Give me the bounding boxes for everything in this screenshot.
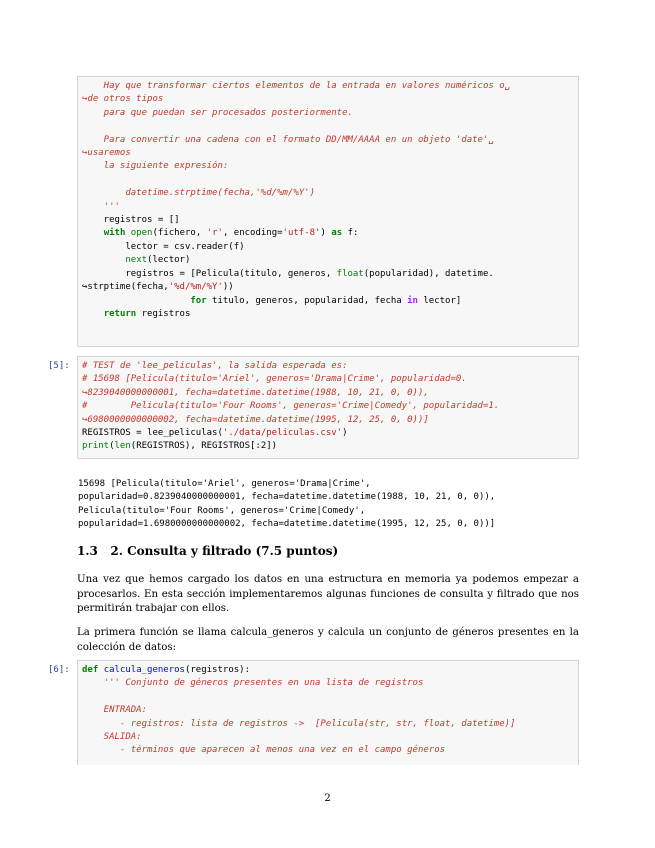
code-cell-test[interactable] bbox=[77, 356, 579, 459]
code-block bbox=[82, 664, 574, 758]
code-line bbox=[82, 80, 574, 93]
code-line bbox=[82, 440, 574, 453]
code-token: 'utf-8' bbox=[282, 228, 321, 239]
code-block bbox=[82, 80, 574, 321]
cell-prompt: [6]: bbox=[48, 665, 70, 675]
code-token: registros = [] bbox=[82, 215, 180, 226]
code-token: ␣ bbox=[488, 134, 494, 145]
code-token: )) bbox=[222, 282, 234, 293]
code-token: para que puedan ser procesados posteriormente. bbox=[82, 107, 353, 118]
output-line: popularidad=0.8239040000000001, fecha=datetime.datetime(1988, 10, 21, 0, 0)), bbox=[78, 492, 496, 503]
code-token: calcula_generos bbox=[103, 665, 185, 675]
cell-output bbox=[78, 478, 495, 532]
output-line: Pelicula(titulo='Four Rooms', generos='Crime|Comedy', bbox=[78, 505, 366, 516]
code-token: # 15698 [Pelicula(titulo='Ariel', generos='Drama|Crime', popularidad=0. bbox=[82, 374, 467, 385]
code-line bbox=[82, 414, 574, 427]
code-token: ( bbox=[109, 441, 115, 452]
code-token: registros = [Pelicula(titulo, generos, bbox=[82, 268, 337, 279]
code-block bbox=[82, 360, 574, 454]
code-token: print bbox=[82, 441, 110, 452]
paragraph: La primera función se llama calcula_generos y calcula un conjunto de géneros presentes en la colección de datos: bbox=[77, 627, 579, 653]
code-token: with bbox=[103, 228, 126, 239]
code-line bbox=[82, 241, 574, 254]
code-token: def bbox=[82, 665, 99, 675]
code-line bbox=[82, 201, 574, 214]
code-token: ''' bbox=[82, 201, 120, 212]
code-token: next bbox=[125, 255, 148, 266]
code-line bbox=[82, 120, 574, 133]
code-token: ↪6980000000000002, fecha=datetime.datetime(1995, 12, 25, 0, 0))] bbox=[82, 414, 429, 425]
code-line bbox=[82, 93, 574, 106]
code-token: 'r' bbox=[206, 228, 223, 239]
code-line bbox=[82, 664, 574, 677]
code-token: # Pelicula(titulo='Four Rooms', generos='Crime|Comedy', popularidad=1. bbox=[82, 401, 500, 412]
code-line bbox=[82, 227, 574, 240]
code-token: ↪8239040000000001, fecha=datetime.datetime(1988, 10, 21, 0, 0)), bbox=[82, 387, 429, 398]
code-token: - registros: lista de registros -> [Pelicula(str, str, float, datetime)] bbox=[82, 718, 516, 729]
code-line bbox=[82, 160, 574, 173]
code-token: for bbox=[190, 295, 207, 306]
code-token: float bbox=[336, 268, 364, 279]
code-token: in bbox=[407, 295, 418, 306]
code-token: lector = csv.reader(f) bbox=[82, 241, 245, 252]
code-line bbox=[82, 281, 574, 294]
code-line bbox=[82, 744, 574, 757]
code-line bbox=[82, 187, 574, 200]
code-token: registros bbox=[136, 308, 191, 319]
code-token: , encoding= bbox=[222, 228, 283, 239]
code-token: len bbox=[114, 441, 131, 452]
code-line bbox=[82, 427, 574, 440]
code-line bbox=[82, 691, 574, 704]
code-line bbox=[82, 134, 574, 147]
page-number: 2 bbox=[324, 793, 331, 804]
code-token: ) bbox=[342, 428, 348, 439]
code-token: titulo, generos, popularidad, fecha bbox=[206, 295, 408, 306]
code-line bbox=[82, 704, 574, 717]
code-line bbox=[82, 373, 574, 386]
code-line bbox=[82, 677, 574, 690]
code-token: REGISTROS = lee_peliculas( bbox=[82, 428, 223, 439]
code-token: ENTRADA: bbox=[82, 705, 148, 716]
output-line: 15698 [Pelicula(titulo='Ariel', generos='Drama|Crime', bbox=[78, 479, 371, 489]
code-token: la siguiente expresión: bbox=[82, 161, 229, 172]
code-token: SALIDA: bbox=[82, 732, 142, 743]
code-token: './data/peliculas.csv' bbox=[222, 428, 343, 439]
code-token: ) bbox=[320, 228, 332, 239]
code-cell-lee-peliculas[interactable] bbox=[77, 76, 579, 347]
code-token: (lector) bbox=[147, 255, 191, 266]
paragraph: Una vez que hemos cargado los datos en una estructura en memoria ya podemos empezar a procesarlos. En esta sección implementaremos algunas funciones de consulta y filtrado que nos permitirán trabajar con ellos. bbox=[77, 574, 579, 615]
output-line: popularidad=1.6980000000000002, fecha=datetime.datetime(1995, 12, 25, 0, 0))] bbox=[78, 519, 496, 530]
code-token bbox=[82, 296, 190, 306]
code-line bbox=[82, 295, 574, 308]
code-line bbox=[82, 387, 574, 400]
code-token bbox=[82, 309, 104, 319]
code-line bbox=[82, 731, 574, 744]
code-token: (fichero, bbox=[152, 228, 207, 239]
code-token: (registros): bbox=[184, 665, 250, 675]
code-token: open bbox=[130, 228, 153, 239]
code-token: ''' Conjunto de géneros presentes en una lista de registros bbox=[82, 678, 424, 689]
code-token: '%d/%m/%Y' bbox=[168, 282, 223, 293]
code-token bbox=[82, 228, 104, 238]
code-token: Hay que transformar ciertos elementos de la entrada en valores numéricos o bbox=[82, 81, 505, 91]
code-token: ↪de otros tipos bbox=[82, 94, 164, 105]
code-line bbox=[82, 174, 574, 187]
code-token: datetime.strptime(fecha,'%d/%m/%Y') bbox=[82, 188, 315, 199]
code-line bbox=[82, 107, 574, 120]
code-token: # TEST de 'lee_peliculas', la salida esperada es: bbox=[82, 361, 348, 371]
code-token: lector] bbox=[417, 295, 462, 306]
section-heading: 1.3 2. Consulta y filtrado (7.5 puntos) bbox=[77, 544, 339, 558]
code-line bbox=[82, 718, 574, 731]
code-token: ␣ bbox=[504, 81, 511, 91]
code-token: - términos que aparecen al menos una vez en el campo géneros bbox=[82, 745, 446, 756]
code-token: return bbox=[103, 308, 137, 319]
code-line bbox=[82, 268, 574, 281]
code-token: Para convertir una cadena con el formato DD/MM/AAAA en un objeto 'date' bbox=[82, 134, 489, 145]
code-token: f: bbox=[342, 228, 359, 239]
cell-prompt: [5]: bbox=[48, 361, 70, 371]
code-token: ↪usaremos bbox=[82, 148, 131, 159]
code-token bbox=[82, 255, 125, 265]
code-line bbox=[82, 360, 574, 373]
code-token: (REGISTROS), REGISTROS[:2]) bbox=[130, 441, 278, 452]
code-token: (popularidad), datetime. bbox=[363, 268, 494, 279]
code-line bbox=[82, 214, 574, 227]
code-line bbox=[82, 147, 574, 160]
code-line bbox=[82, 254, 574, 267]
code-line bbox=[82, 400, 574, 413]
code-token: as bbox=[331, 228, 343, 239]
code-line bbox=[82, 308, 574, 321]
code-cell-calcula-generos[interactable] bbox=[77, 660, 579, 765]
code-token: ↪strptime(fecha, bbox=[82, 282, 169, 293]
